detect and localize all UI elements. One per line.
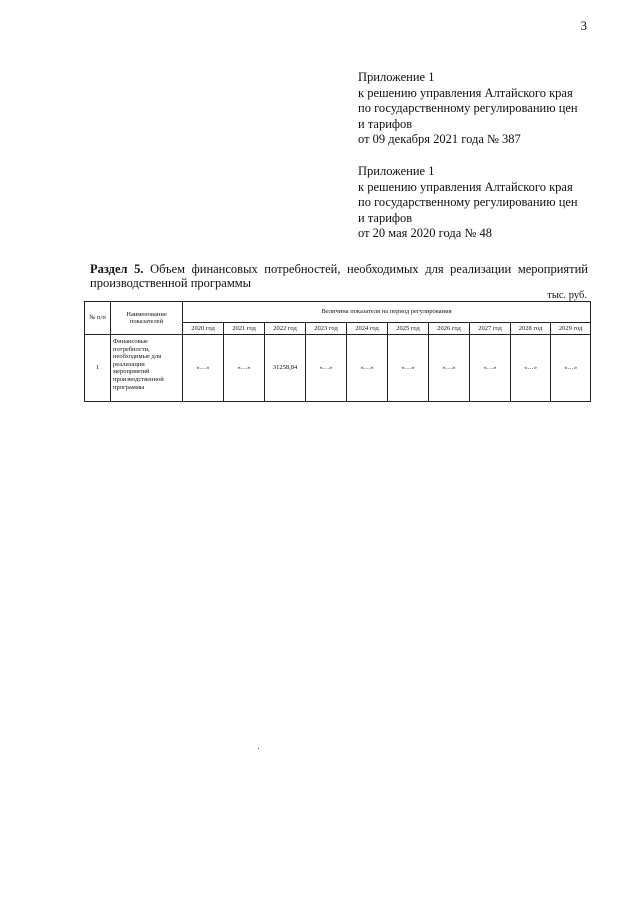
appendix-line: от 09 декабря 2021 года № 387 (358, 132, 521, 146)
column-header-number: № п/п (85, 302, 111, 335)
appendix-line: от 20 мая 2020 года № 48 (358, 226, 492, 240)
appendix-header-original (358, 164, 608, 242)
column-header-name: Наименование показателей (111, 302, 183, 335)
section-lead: Раздел 5. (90, 262, 144, 276)
value-cell: «…» (511, 335, 551, 402)
column-header-period: Величина показателя на период регулирования (183, 302, 591, 323)
value-cell: 31258,84 (265, 335, 306, 402)
value-cell: «…» (470, 335, 511, 402)
appendix-line: по государственному регулированию цен (358, 101, 578, 115)
units-label: тыс. руб. (547, 290, 587, 301)
year-header: 2025 год (388, 323, 429, 335)
value-cell: «…» (347, 335, 388, 402)
year-header: 2022 год (265, 323, 306, 335)
appendix-header-current (358, 70, 608, 148)
section-text: Объем финансовых потребностей, необходимых для реализации мероприятий производственной программы (90, 262, 588, 290)
year-header: 2023 год (306, 323, 347, 335)
row-number: 1 (85, 335, 111, 402)
year-header: 2028 год (511, 323, 551, 335)
appendix-line: Приложение 1 (358, 164, 435, 178)
value-cell: «…» (183, 335, 224, 402)
value-cell: «…» (551, 335, 591, 402)
page-number: 3 (580, 18, 587, 33)
year-header: 2020 год (183, 323, 224, 335)
table-row (85, 335, 591, 402)
year-header: 2029 год (551, 323, 591, 335)
appendix-line: Приложение 1 (358, 70, 435, 84)
scan-dot (258, 748, 259, 749)
appendix-line: по государственному регулированию цен (358, 195, 578, 209)
section-title (90, 262, 588, 290)
row-name: Финансовые потребности, необходимые для реализации мероприятий производственной программы (111, 335, 183, 402)
value-cell: «…» (429, 335, 470, 402)
financial-needs-table (84, 301, 591, 402)
year-header: 2026 год (429, 323, 470, 335)
year-header: 2027 год (470, 323, 511, 335)
value-cell: «…» (388, 335, 429, 402)
appendix-line: и тарифов (358, 210, 413, 225)
value-cell: «…» (224, 335, 265, 402)
year-header: 2021 год (224, 323, 265, 335)
appendix-line: к решению управления Алтайского края (358, 85, 573, 100)
year-header: 2024 год (347, 323, 388, 335)
value-cell: «…» (306, 335, 347, 402)
appendix-line: и тарифов (358, 116, 413, 131)
appendix-line: к решению управления Алтайского края (358, 179, 573, 194)
